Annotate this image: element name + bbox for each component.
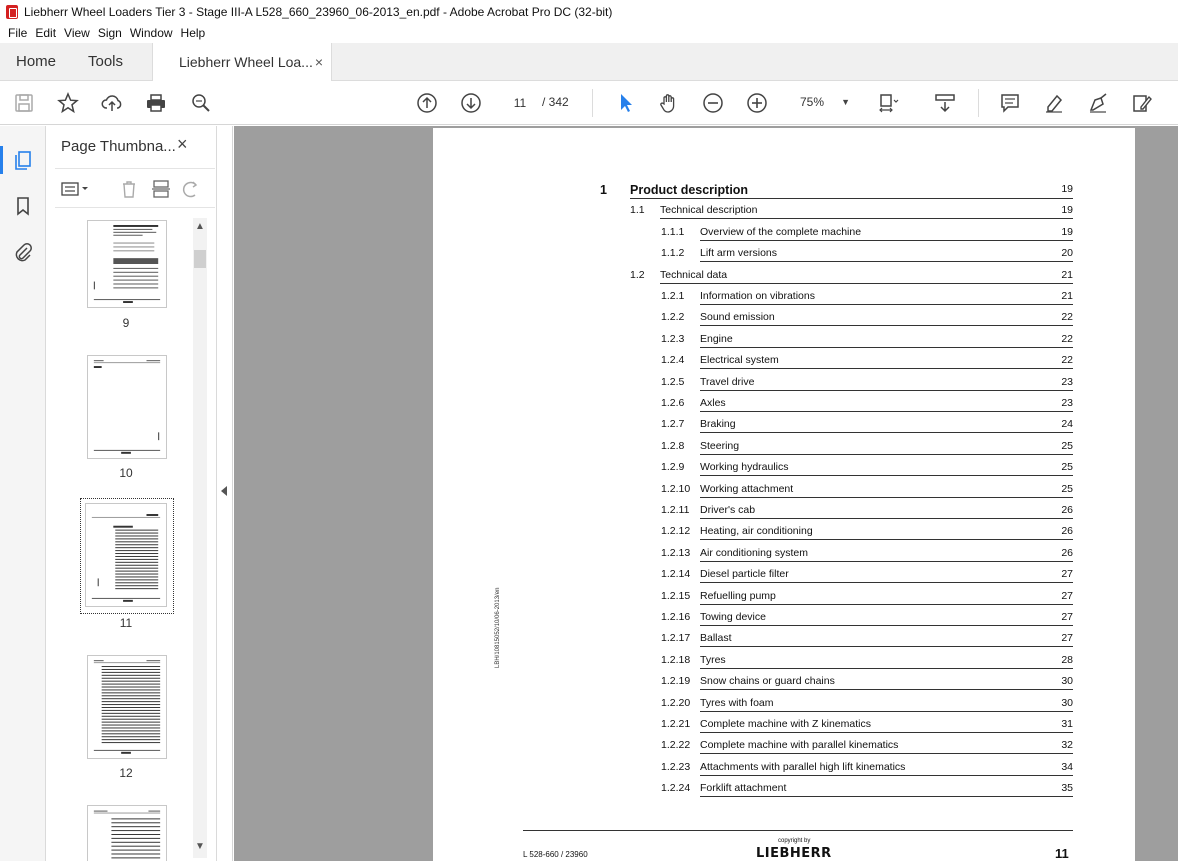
toc-number: 1.2.17 <box>661 632 691 645</box>
thumbnail-11-preview <box>85 503 167 607</box>
thumbnails-panel <box>47 126 217 861</box>
page-thumbnail-12[interactable] <box>87 655 167 759</box>
footer-rule <box>523 830 1073 831</box>
toc-number: 1.2.22 <box>661 739 691 752</box>
save-icon[interactable] <box>12 91 36 115</box>
toc-number: 1.2.3 <box>661 332 685 345</box>
toolbar-separator <box>978 89 979 117</box>
toc-label: Axles <box>700 397 726 409</box>
page-number-input[interactable]: 11 <box>513 96 527 110</box>
zoom-out-icon[interactable] <box>701 91 725 115</box>
toc-label: Travel drive <box>700 375 755 388</box>
document-canvas[interactable] <box>234 126 1178 861</box>
thumbnail-9-preview <box>88 221 166 307</box>
toc-leader-rule <box>700 539 1073 540</box>
pdf-page <box>433 128 1135 861</box>
toc-row[interactable] <box>433 611 1135 631</box>
toc-page-number: 27 <box>1061 568 1073 581</box>
toc-page-number: 22 <box>1061 354 1073 367</box>
toc-label: Technical description <box>660 204 758 217</box>
tab-document[interactable] <box>152 43 332 82</box>
rotate-page-icon[interactable] <box>181 179 201 199</box>
toc-page-number: 35 <box>1061 782 1073 795</box>
left-rail <box>0 126 46 861</box>
toc-page-number: 30 <box>1061 675 1073 688</box>
toc-row[interactable] <box>433 547 1135 567</box>
toc-row[interactable] <box>433 461 1135 481</box>
toc-leader-rule <box>700 689 1073 690</box>
toc-leader-rule <box>700 325 1073 326</box>
toc-page-number: 22 <box>1061 332 1073 345</box>
chevron-left-icon <box>221 486 227 496</box>
toc-row[interactable] <box>433 782 1135 802</box>
menu-window[interactable]: Window <box>129 26 173 40</box>
toc-row[interactable] <box>433 525 1135 545</box>
toc-row[interactable] <box>433 376 1135 396</box>
thumbnail-label: 10 <box>119 466 133 480</box>
toc-page-number: 26 <box>1061 525 1073 538</box>
toc-leader-rule <box>700 796 1073 797</box>
toc-label: Working attachment <box>700 482 794 495</box>
attachment-icon[interactable] <box>11 240 35 264</box>
toc-page-number: 28 <box>1061 653 1073 666</box>
toc-row[interactable] <box>433 247 1135 267</box>
toc-row[interactable] <box>433 333 1135 353</box>
previous-page-icon[interactable] <box>415 91 439 115</box>
toc-page-number: 27 <box>1061 611 1073 623</box>
toc-page-number: 19 <box>1061 183 1073 195</box>
bookmark-icon[interactable] <box>11 194 35 218</box>
toc-page-number: 32 <box>1061 739 1073 752</box>
window-title: Liebherr Wheel Loaders Tier 3 - Stage III-A L528_660_23960_06-2013_en.pdf - Adobe Acrobat Pro DC (32-bit) <box>24 4 613 19</box>
toc-number: 1.2.19 <box>661 675 691 688</box>
toc-row[interactable] <box>433 568 1135 588</box>
scroll-down-icon[interactable]: ▼ <box>195 841 205 852</box>
sign-pen-icon[interactable] <box>1086 91 1110 115</box>
menu-sign[interactable]: Sign <box>97 26 122 40</box>
scroll-up-icon[interactable]: ▲ <box>195 221 205 232</box>
cloud-upload-icon[interactable] <box>100 91 124 115</box>
toc-page-number: 23 <box>1061 397 1073 409</box>
toc-leader-rule <box>700 753 1073 754</box>
thumbnail-label: 9 <box>122 316 130 330</box>
toc-row[interactable] <box>433 718 1135 738</box>
toc-leader-rule <box>700 347 1073 348</box>
toc-leader-rule <box>700 454 1073 455</box>
toc-page-number: 27 <box>1061 589 1073 602</box>
print-icon[interactable] <box>144 91 168 115</box>
toc-label: Refuelling pump <box>700 589 776 602</box>
toc-label: Steering <box>700 439 740 452</box>
toc-page-number: 27 <box>1061 632 1073 645</box>
comment-icon[interactable] <box>998 91 1022 115</box>
menu-edit[interactable]: Edit <box>35 26 57 40</box>
rail-active-indicator <box>0 146 3 174</box>
liebherr-logo: LIEBHERR <box>756 846 832 861</box>
toc-leader-rule <box>700 711 1073 712</box>
toc-number: 1.2.13 <box>661 546 691 559</box>
toc-label: Air conditioning system <box>700 546 808 559</box>
toc-label: Working hydraulics <box>700 461 789 474</box>
toc-number: 1.2.16 <box>661 611 691 623</box>
zoom-in-icon[interactable] <box>745 91 769 115</box>
toc-number: 1.2.4 <box>661 354 685 367</box>
toolbar-separator <box>592 89 593 117</box>
toc-leader-rule <box>700 368 1073 369</box>
toc-leader-rule <box>700 646 1073 647</box>
footer-copyright: copyright by <box>778 838 811 844</box>
toc-label: Attachments with parallel high lift kinematics <box>700 760 906 773</box>
toc-row[interactable] <box>433 440 1135 460</box>
toc-label: Snow chains or guard chains <box>700 675 835 688</box>
thumbnail-options-icon[interactable] <box>61 179 91 199</box>
toc-number: 1.2.5 <box>661 375 685 388</box>
toc-leader-rule <box>700 518 1073 519</box>
toc-leader-rule <box>700 732 1073 733</box>
toc-leader-rule <box>700 475 1073 476</box>
toc-label: Complete machine with Z kinematics <box>700 718 871 730</box>
toc-page-number: 22 <box>1061 311 1073 324</box>
toc-number: 1.2.8 <box>661 439 685 452</box>
toc-leader-rule <box>660 283 1073 284</box>
footer-page-number: 11 <box>1055 846 1069 861</box>
toc-number: 1.2.12 <box>661 525 691 538</box>
toc-number: 1.2.10 <box>661 482 691 495</box>
toc-number: 1.1 <box>630 204 645 217</box>
page-thumbnail-11[interactable] <box>80 498 174 614</box>
toc-row[interactable] <box>433 697 1135 717</box>
toc-label: Lift arm versions <box>700 247 778 260</box>
page-total: / 342 <box>542 95 569 109</box>
thumbnail-13-preview <box>88 806 166 861</box>
next-page-icon[interactable] <box>459 91 483 115</box>
toc-page-number: 24 <box>1061 418 1073 431</box>
toc-row[interactable] <box>433 311 1135 331</box>
toc-leader-rule <box>700 261 1073 262</box>
hand-tool-icon[interactable] <box>657 91 681 115</box>
toc-label: Towing device <box>700 611 766 623</box>
toc-label: Heating, air conditioning <box>700 525 813 538</box>
toc-leader-rule <box>630 198 1073 199</box>
toc-label: Forklift attachment <box>700 782 787 795</box>
toc-label: Driver's cab <box>700 504 756 516</box>
toc-leader-rule <box>700 582 1073 583</box>
panel-toolbar <box>55 168 215 208</box>
toc-label: Tyres with foam <box>700 696 774 709</box>
toc-label: Braking <box>700 418 736 431</box>
extract-page-icon[interactable] <box>151 179 171 199</box>
scroll-mode-icon[interactable] <box>933 91 957 115</box>
toc-row[interactable] <box>433 654 1135 674</box>
toc-number: 1.2.18 <box>661 653 691 666</box>
toc-row[interactable] <box>433 226 1135 246</box>
page-thumbnail-9[interactable] <box>87 220 167 308</box>
toc-label: Engine <box>700 332 733 345</box>
toc-number: 1.2.20 <box>661 696 691 709</box>
tab-tools[interactable]: Tools <box>88 53 124 70</box>
toc-leader-rule <box>700 625 1073 626</box>
toc-leader-rule <box>700 497 1073 498</box>
toolbar <box>0 81 1178 125</box>
toc-row[interactable] <box>433 354 1135 374</box>
thumbnail-12-preview <box>88 656 166 758</box>
toc-row[interactable] <box>433 739 1135 759</box>
toc-page-number: 19 <box>1061 225 1073 238</box>
toc-page-number: 26 <box>1061 504 1073 516</box>
toc-leader-rule <box>700 604 1073 605</box>
menu-file[interactable]: File <box>8 26 28 40</box>
toc-label: Electrical system <box>700 354 779 367</box>
toc-number: 1.2.23 <box>661 760 691 773</box>
toc-number: 1.2.14 <box>661 568 691 581</box>
toc-page-number: 30 <box>1061 696 1073 709</box>
toc-page-number: 19 <box>1061 204 1073 217</box>
highlight-pen-icon[interactable] <box>1042 91 1066 115</box>
document-tab-label: Liebherr Wheel Loa... <box>179 54 313 70</box>
toc-number: 1.2.2 <box>661 311 685 324</box>
select-cursor-icon[interactable] <box>614 91 638 115</box>
menu-view[interactable]: View <box>64 26 90 40</box>
edit-pdf-icon[interactable] <box>1130 91 1154 115</box>
scrollbar-thumb[interactable] <box>194 250 206 268</box>
close-tab-icon[interactable]: × <box>314 54 323 70</box>
toc-page-number: 20 <box>1061 247 1073 260</box>
toc-number: 1 <box>600 183 607 197</box>
toc-leader-rule <box>700 775 1073 776</box>
toc-page-number: 25 <box>1061 439 1073 452</box>
toc-row[interactable] <box>433 504 1135 524</box>
zoom-dropdown[interactable] <box>790 91 856 115</box>
page-thumbnail-13[interactable] <box>87 805 167 861</box>
toc-label: Sound emission <box>700 311 775 324</box>
toc-label: Product description <box>630 183 749 197</box>
toc-number: 1.2.21 <box>661 718 691 730</box>
thumbnail-scrollbar[interactable] <box>193 218 207 858</box>
toc-leader-rule <box>700 411 1073 412</box>
toc-page-number: 31 <box>1061 718 1073 730</box>
toc-row[interactable] <box>433 204 1135 224</box>
thumbnail-label: 11 <box>119 616 133 630</box>
toc-page-number: 25 <box>1061 461 1073 474</box>
toc-number: 1.2.9 <box>661 461 685 474</box>
thumbnail-10-preview <box>88 356 166 458</box>
menu-help[interactable]: Help <box>180 26 206 40</box>
toc-label: Overview of the complete machine <box>700 225 862 238</box>
toc-row[interactable] <box>433 269 1135 289</box>
toc-page-number: 21 <box>1061 268 1073 281</box>
toc-page-number: 26 <box>1061 546 1073 559</box>
toc-label: Information on vibrations <box>700 290 815 302</box>
toc-page-number: 23 <box>1061 375 1073 388</box>
page-thumbnail-10[interactable] <box>87 355 167 459</box>
toc-page-number: 21 <box>1061 290 1073 302</box>
toc-leader-rule <box>700 432 1073 433</box>
tab-bar <box>0 43 1178 81</box>
thumbnail-label: 12 <box>119 766 133 780</box>
toc-row[interactable] <box>433 183 1135 203</box>
toc-page-number: 34 <box>1061 760 1073 773</box>
title-bar <box>0 0 1178 23</box>
toc-row[interactable] <box>433 397 1135 417</box>
page-thumbnails-icon[interactable] <box>11 148 35 172</box>
toc-row[interactable] <box>433 483 1135 503</box>
toc-number: 1.1.2 <box>661 247 685 260</box>
toc-number: 1.2.15 <box>661 589 691 602</box>
toc-label: Complete machine with parallel kinematics <box>700 739 899 752</box>
toc-leader-rule <box>700 304 1073 305</box>
toc-number: 1.1.1 <box>661 225 685 238</box>
toc-number: 1.2.1 <box>661 290 685 302</box>
toc-leader-rule <box>700 240 1073 241</box>
delete-page-icon[interactable] <box>119 179 139 199</box>
close-panel-icon[interactable]: × <box>177 134 188 154</box>
toc-number: 1.2.11 <box>661 504 690 516</box>
zoom-value: 75% <box>800 95 825 109</box>
toc-row[interactable] <box>433 632 1135 652</box>
toc-label: Technical data <box>660 268 728 281</box>
toc-row[interactable] <box>433 675 1135 695</box>
menu-bar <box>0 23 1178 43</box>
toc-label: Diesel particle filter <box>700 568 789 581</box>
toc-row[interactable] <box>433 761 1135 781</box>
toc-row[interactable] <box>433 590 1135 610</box>
fit-page-icon[interactable] <box>876 91 900 115</box>
toc-number: 1.2.24 <box>661 782 691 795</box>
chevron-down-icon: ▼ <box>841 97 850 107</box>
toc-leader-rule <box>700 668 1073 669</box>
toc-leader-rule <box>660 218 1073 219</box>
toc-leader-rule <box>700 561 1073 562</box>
document-side-code: LBH/10815052/10/06-2013/en <box>495 587 501 668</box>
toc-number: 1.2 <box>630 268 645 281</box>
panel-collapse-handle[interactable] <box>217 126 233 861</box>
toc-leader-rule <box>700 390 1073 391</box>
acrobat-app-icon <box>6 5 18 19</box>
footer-model: L 528-660 / 23960 <box>523 850 588 859</box>
toc-row[interactable] <box>433 418 1135 438</box>
toc-number: 1.2.7 <box>661 418 685 431</box>
tab-home[interactable]: Home <box>16 53 57 70</box>
toc-row[interactable] <box>433 290 1135 310</box>
star-icon[interactable] <box>56 91 80 115</box>
toc-page-number: 25 <box>1061 482 1073 495</box>
toc-label: Tyres <box>700 653 726 666</box>
panel-title: Page Thumbna... <box>61 138 176 155</box>
zoom-search-icon[interactable] <box>189 91 213 115</box>
toc-number: 1.2.6 <box>661 397 685 409</box>
toc-label: Ballast <box>700 632 732 645</box>
